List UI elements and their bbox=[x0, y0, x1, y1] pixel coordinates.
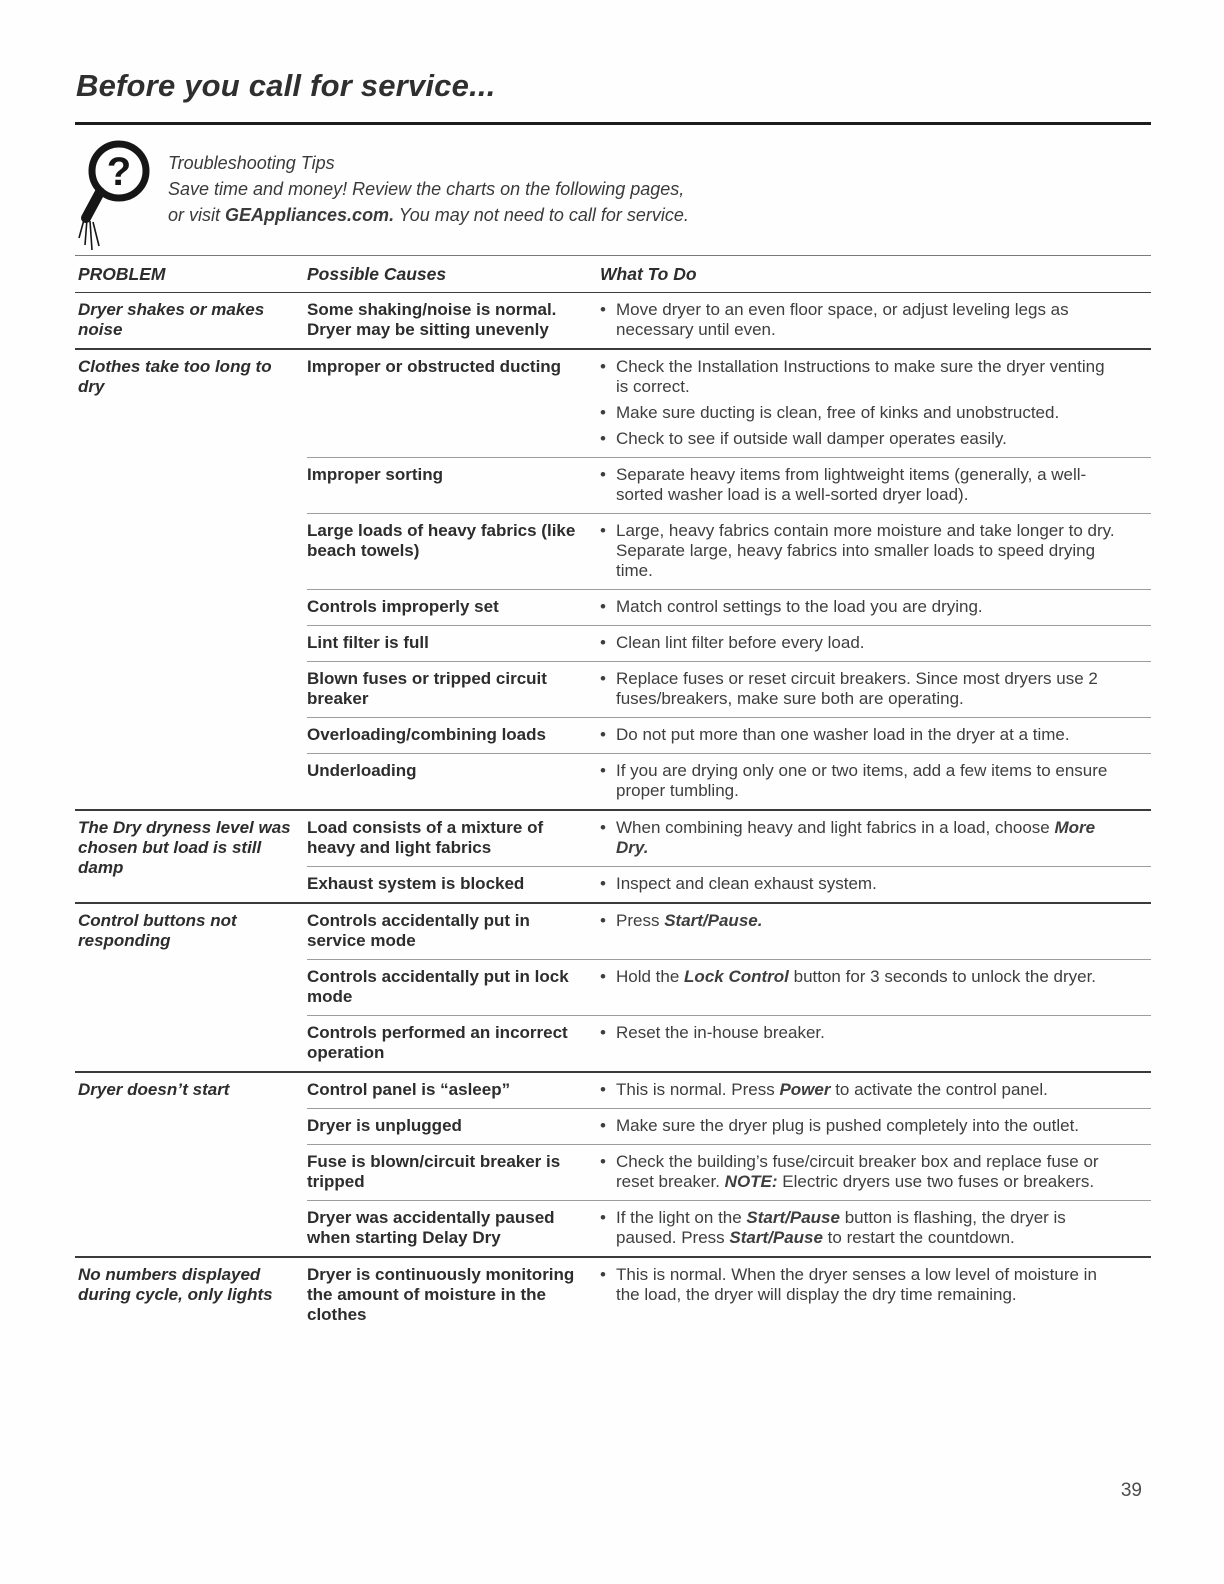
table-row bbox=[307, 1108, 1151, 1144]
todo-item bbox=[600, 1080, 1115, 1100]
todo-item bbox=[600, 357, 1115, 397]
table-row bbox=[307, 1258, 1151, 1333]
todo-text: Press Start/Pause. bbox=[616, 911, 763, 930]
cause-cell: Controls performed an incorrect operation bbox=[307, 1023, 568, 1062]
problem-cell: Dryer shakes or makes noise bbox=[78, 300, 265, 339]
what-to-do-cell bbox=[600, 1152, 1151, 1192]
bullet-glyph: • bbox=[600, 1208, 606, 1227]
cause-cell: Dryer is unplugged bbox=[307, 1116, 462, 1135]
tips-text bbox=[168, 136, 689, 259]
todo-item bbox=[600, 1265, 1115, 1305]
what-to-do-cell bbox=[600, 761, 1151, 801]
todo-text: Reset the in-house breaker. bbox=[616, 1023, 825, 1042]
table-row bbox=[307, 1015, 1151, 1071]
todo-item bbox=[600, 1208, 1115, 1248]
todo-text: Match control settings to the load you are drying. bbox=[616, 597, 983, 616]
todo-text: If the light on the Start/Pause button is flashing, the dryer is paused. Press Start/Pause to restart the countdown. bbox=[616, 1208, 1066, 1247]
table-row bbox=[307, 457, 1151, 513]
table-header-row bbox=[75, 255, 1151, 293]
header-what-to-do: What To Do bbox=[600, 264, 697, 284]
what-to-do-cell bbox=[600, 874, 1151, 894]
cause-cell: Fuse is blown/circuit breaker is tripped bbox=[307, 1152, 561, 1191]
table-row bbox=[307, 350, 1151, 457]
group-rows bbox=[307, 1258, 1151, 1333]
todo-item bbox=[600, 725, 1115, 745]
problem-cell: Clothes take too long to dry bbox=[78, 357, 272, 396]
group-rows bbox=[307, 350, 1151, 809]
todo-text: Move dryer to an even floor space, or adjust leveling legs as necessary until even. bbox=[616, 300, 1069, 339]
bullet-glyph: • bbox=[600, 1080, 606, 1099]
todo-item bbox=[600, 1152, 1115, 1192]
cause-cell: Underloading bbox=[307, 761, 417, 780]
todo-item bbox=[600, 761, 1115, 801]
todo-item bbox=[600, 300, 1115, 340]
problem-cell: Control buttons not responding bbox=[78, 911, 237, 950]
cause-cell: Blown fuses or tripped circuit breaker bbox=[307, 669, 547, 708]
what-to-do-cell bbox=[600, 357, 1151, 449]
todo-item bbox=[600, 911, 1115, 931]
cause-cell: Controls accidentally put in service mode bbox=[307, 911, 530, 950]
what-to-do-cell bbox=[600, 521, 1151, 581]
what-to-do-cell bbox=[600, 300, 1151, 340]
bullet-glyph: • bbox=[600, 357, 606, 376]
question-mark-magnifier-icon bbox=[72, 136, 160, 259]
bullet-glyph: • bbox=[600, 429, 606, 448]
bullet-glyph: • bbox=[600, 911, 606, 930]
cause-cell: Controls improperly set bbox=[307, 597, 499, 616]
bullet-glyph: • bbox=[600, 1116, 606, 1135]
bullet-glyph: • bbox=[600, 874, 606, 893]
todo-item bbox=[600, 597, 1115, 617]
table-row bbox=[307, 661, 1151, 717]
table-group bbox=[75, 809, 1151, 902]
group-rows bbox=[307, 293, 1151, 348]
troubleshooting-table bbox=[75, 255, 1151, 1333]
problem-cell: Dryer doesn’t start bbox=[78, 1080, 230, 1099]
cause-cell: Improper or obstructed ducting bbox=[307, 357, 562, 376]
todo-text: This is normal. Press Power to activate the control panel. bbox=[616, 1080, 1048, 1099]
table-group bbox=[75, 1071, 1151, 1256]
todo-text: When combining heavy and light fabrics in a load, choose More Dry. bbox=[616, 818, 1096, 857]
table-group bbox=[75, 348, 1151, 809]
bullet-glyph: • bbox=[600, 1265, 606, 1284]
table-row bbox=[307, 959, 1151, 1015]
bullet-glyph: • bbox=[600, 300, 606, 319]
what-to-do-cell bbox=[600, 1080, 1151, 1100]
todo-item bbox=[600, 874, 1115, 894]
cause-cell: Control panel is “asleep” bbox=[307, 1080, 511, 1099]
cause-cell: Improper sorting bbox=[307, 465, 444, 484]
bullet-glyph: • bbox=[600, 521, 606, 540]
what-to-do-cell bbox=[600, 465, 1151, 505]
table-row bbox=[307, 513, 1151, 589]
group-rows bbox=[307, 1073, 1151, 1256]
cause-cell: Overloading/combining loads bbox=[307, 725, 546, 744]
what-to-do-cell bbox=[600, 1265, 1151, 1325]
todo-text: Make sure ducting is clean, free of kinks and unobstructed. bbox=[616, 403, 1060, 422]
todo-item bbox=[600, 1023, 1115, 1043]
todo-item bbox=[600, 429, 1115, 449]
problem-cell: No numbers displayed during cycle, only lights bbox=[78, 1265, 273, 1304]
table-row bbox=[307, 625, 1151, 661]
todo-item bbox=[600, 1116, 1115, 1136]
todo-item bbox=[600, 669, 1115, 709]
table-row bbox=[307, 1073, 1151, 1108]
bullet-glyph: • bbox=[600, 1023, 606, 1042]
todo-text: This is normal. When the dryer senses a low level of moisture in the load, the dryer will display the dry time remaining. bbox=[616, 1265, 1097, 1304]
todo-text: Check the Installation Instructions to make sure the dryer venting is correct. bbox=[616, 357, 1105, 396]
todo-text: Check the building’s fuse/circuit breaker box and replace fuse or reset breaker. NOTE: Electric dryers use two fuses or breakers. bbox=[616, 1152, 1099, 1191]
group-rows bbox=[307, 811, 1151, 902]
todo-text: Clean lint filter before every load. bbox=[616, 633, 865, 652]
what-to-do-cell bbox=[600, 725, 1151, 745]
todo-text: Replace fuses or reset circuit breakers. Since most dryers use 2 fuses/breakers, make sure both are operating. bbox=[616, 669, 1098, 708]
page-number: 39 bbox=[1120, 1480, 1142, 1501]
what-to-do-cell bbox=[600, 967, 1151, 1007]
todo-item bbox=[600, 521, 1115, 581]
cause-cell: Dryer was accidentally paused when starting Delay Dry bbox=[307, 1208, 555, 1247]
table-row bbox=[307, 753, 1151, 809]
bullet-glyph: • bbox=[600, 818, 606, 837]
cause-cell: Lint filter is full bbox=[307, 633, 429, 652]
title-divider bbox=[75, 122, 1151, 125]
table-row bbox=[307, 1144, 1151, 1200]
bullet-glyph: • bbox=[600, 967, 606, 986]
cause-cell: Exhaust system is blocked bbox=[307, 874, 525, 893]
todo-text: Hold the Lock Control button for 3 seconds to unlock the dryer. bbox=[616, 967, 1097, 986]
tips-heading: Troubleshooting Tips bbox=[168, 153, 335, 173]
problem-cell: The Dry dryness level was chosen but load is still damp bbox=[78, 818, 291, 877]
bullet-glyph: • bbox=[600, 1152, 606, 1171]
what-to-do-cell bbox=[600, 669, 1151, 709]
table-body bbox=[75, 293, 1151, 1333]
bullet-glyph: • bbox=[600, 597, 606, 616]
table-row bbox=[307, 866, 1151, 902]
cause-cell: Dryer is continuously monitoring the amount of moisture in the clothes bbox=[307, 1265, 575, 1324]
table-row bbox=[307, 904, 1151, 959]
header-possible-causes: Possible Causes bbox=[307, 264, 447, 284]
todo-item bbox=[600, 633, 1115, 653]
todo-text: Make sure the dryer plug is pushed completely into the outlet. bbox=[616, 1116, 1080, 1135]
table-group bbox=[75, 902, 1151, 1071]
todo-text: Check to see if outside wall damper operates easily. bbox=[616, 429, 1007, 448]
what-to-do-cell bbox=[600, 1116, 1151, 1136]
bullet-glyph: • bbox=[600, 403, 606, 422]
what-to-do-cell bbox=[600, 597, 1151, 617]
what-to-do-cell bbox=[600, 818, 1151, 858]
what-to-do-cell bbox=[600, 633, 1151, 653]
bullet-glyph: • bbox=[600, 725, 606, 744]
cause-cell: Some shaking/noise is normal. Dryer may be sitting unevenly bbox=[307, 300, 557, 339]
bullet-glyph: • bbox=[600, 633, 606, 652]
table-row bbox=[307, 811, 1151, 866]
cause-cell: Controls accidentally put in lock mode bbox=[307, 967, 569, 1006]
todo-item bbox=[600, 967, 1115, 987]
cause-cell: Large loads of heavy fabrics (like beach towels) bbox=[307, 521, 576, 560]
bullet-glyph: • bbox=[600, 465, 606, 484]
todo-item bbox=[600, 403, 1115, 423]
table-group bbox=[75, 293, 1151, 348]
question-mark-glyph: ? bbox=[106, 150, 132, 194]
todo-text: Large, heavy fabrics contain more moisture and take longer to dry. Separate large, heavy fabrics into smaller loads to speed drying time. bbox=[616, 521, 1115, 580]
tips-line-2: or visit GEAppliances.com. You may not need to call for service. bbox=[168, 205, 689, 225]
table-row bbox=[307, 589, 1151, 625]
table-row bbox=[307, 293, 1151, 348]
tips-line-1: Save time and money! Review the charts on the following pages, bbox=[168, 179, 685, 199]
what-to-do-cell bbox=[600, 1023, 1151, 1063]
page-title: Before you call for service... bbox=[76, 68, 496, 103]
todo-text: If you are drying only one or two items, add a few items to ensure proper tumbling. bbox=[616, 761, 1108, 800]
tips-section bbox=[72, 136, 689, 259]
todo-text: Separate heavy items from lightweight items (generally, a well-sorted washer load is a well-sorted dryer load). bbox=[616, 465, 1087, 504]
todo-item bbox=[600, 465, 1115, 505]
todo-text: Do not put more than one washer load in the dryer at a time. bbox=[616, 725, 1070, 744]
todo-text: Inspect and clean exhaust system. bbox=[616, 874, 877, 893]
what-to-do-cell bbox=[600, 1208, 1151, 1248]
group-rows bbox=[307, 904, 1151, 1071]
what-to-do-cell bbox=[600, 911, 1151, 951]
cause-cell: Load consists of a mixture of heavy and light fabrics bbox=[307, 818, 544, 857]
bullet-glyph: • bbox=[600, 761, 606, 780]
table-row bbox=[307, 717, 1151, 753]
todo-item bbox=[600, 818, 1115, 858]
table-row bbox=[307, 1200, 1151, 1256]
bullet-glyph: • bbox=[600, 669, 606, 688]
table-group bbox=[75, 1256, 1151, 1333]
header-problem: PROBLEM bbox=[78, 264, 166, 284]
